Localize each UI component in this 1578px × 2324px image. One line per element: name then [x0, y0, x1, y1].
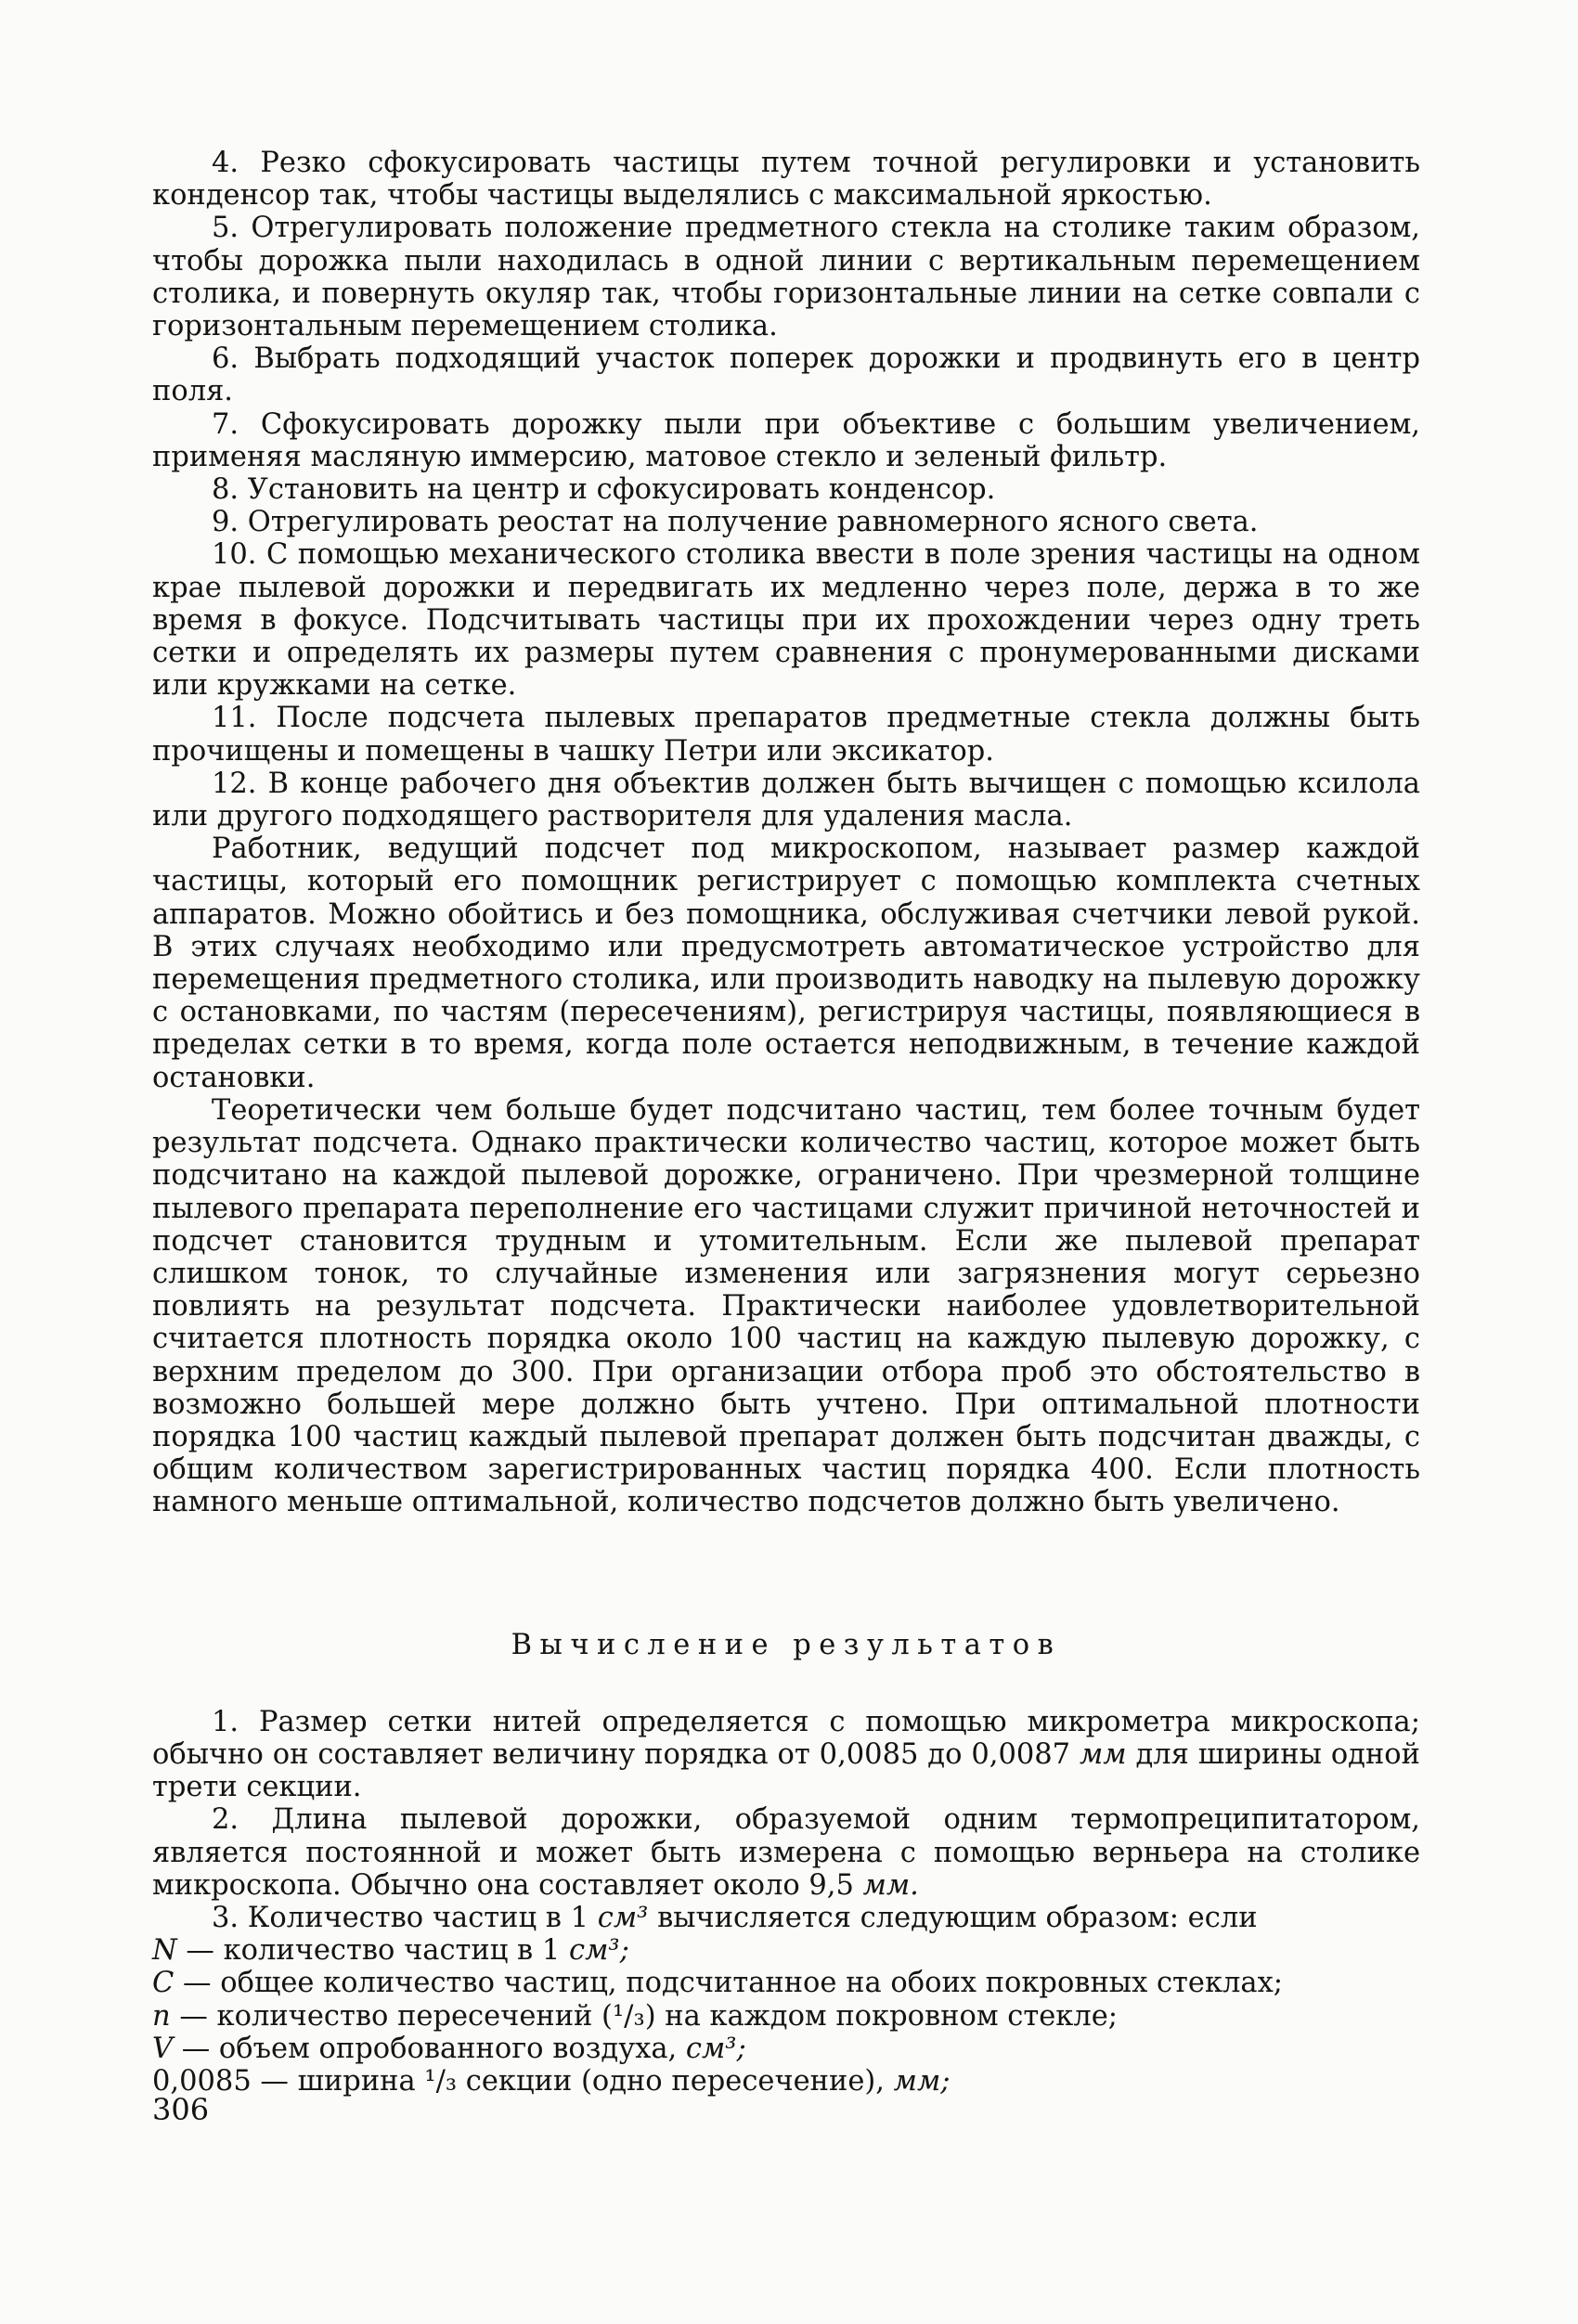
procedure-step-10: 10. С помощью механического столика ввести в поле зрения частицы на одном крае пылевой дорожки и передвигать их медленно через поле, держа в то же время в фокусе. Подсчитывать частицы при их прохождении через одну треть сетки и определять их размеры путем сравнения с пронумерованными дисками или кружками на сетке.: [152, 538, 1420, 703]
results-item-1: 1. Размер сетки нитей определяется с помощью микрометра микроскопа; обычно он составляет величину порядка от 0,0085 до 0,0087 мм для ширины одной трети секции.: [152, 1705, 1420, 1804]
definition-N: N — количество частиц в 1 см³;: [152, 1934, 629, 1968]
section-heading: Вычисление результатов: [511, 1628, 1062, 1661]
procedure-step-12: 12. В конце рабочего дня объектив должен быть вычищен с помощью ксилола или другого подходящего растворителя для удаления масла.: [152, 767, 1420, 833]
definition-C: C — общее количество частиц, подсчитанное на обоих покровных стеклах;: [152, 1967, 1284, 2000]
results-item-2: 2. Длина пылевой дорожки, образуемой одним термопреципитатором, является постоянной и может быть измерена с помощью верньера на столике микроскопа. Обычно она составляет около 9,5 мм.: [152, 1803, 1420, 1902]
definition-width: 0,0085 — ширина ¹/₃ секции (одно пересечение), мм;: [152, 2064, 951, 2098]
paragraph-counting-assistant: Работник, ведущий подсчет под микроскопом, называет размер каждой частицы, который его помощник регистрирует с помощью комплекта счетных аппаратов. Можно обойтись и без помощника, обслуживая счетчики левой рукой. В этих случаях необходимо или предусмотреть автоматическое устройство для перемещения предметного столика, или производить наводку на пылевую дорожку с остановками, по частям (пересечениям), регистрируя частицы, появляющиеся в пределах сетки в то время, когда поле остается неподвижным, в течение каждой остановки.: [152, 833, 1420, 1094]
body-text: [152, 147, 1420, 2098]
procedure-step-11: 11. После подсчета пылевых препаратов предметные стекла должны быть прочищены и помещены в чашку Петри или эксикатор.: [152, 702, 1420, 768]
procedure-step-9: 9. Отрегулировать реостат на получение равномерного ясного света.: [212, 506, 1259, 539]
definition-n: n — количество пересечений (¹/₃) на каждом покровном стекле;: [152, 1999, 1119, 2033]
procedure-step-4: 4. Резко сфокусировать частицы путем точной регулировки и установить конденсор так, чтобы частицы выделялись с максимальной яркостью.: [152, 147, 1420, 213]
definition-V: V — объем опробованного воздуха, см³;: [152, 2032, 746, 2065]
page-number: 306: [152, 2092, 210, 2127]
procedure-step-6: 6. Выбрать подходящий участок поперек дорожки и продвинуть его в центр поля.: [152, 342, 1420, 408]
procedure-step-8: 8. Установить на центр и сфокусировать конденсор.: [212, 473, 996, 507]
results-item-3: 3. Количество частиц в 1 см³ вычисляется следующим образом: если: [212, 1901, 1258, 1934]
paragraph-counting-density: Теоретически чем больше будет подсчитано частиц, тем более точным будет результат подсчета. Однако практически количество частиц, которое может быть подсчитано на каждой пылевой дорожке, ограничено. При чрезмерной толщине пылевого препарата переполнение его частицами служит причиной неточностей и подсчет становится трудным и утомительным. Если же пылевой препарат слишком тонок, то случайные изменения или загрязнения могут серьезно повлиять на результат подсчета. Практически наиболее удовлетворительной считается плотность порядка около 100 частиц на каждую пылевую дорожку, с верхним пределом до 300. При организации отбора проб это обстоятельство в возможно большей мере должно быть учтено. При оптимальной плотности порядка 100 частиц каждый пылевой препарат должен быть подсчитан дважды, с общим количеством зарегистрированных частиц порядка 400. Если плотность намного меньше оптимальной, количество подсчетов должно быть увеличено.: [152, 1093, 1420, 1519]
procedure-step-7: 7. Сфокусировать дорожку пыли при объективе с большим увеличением, применяя масляную иммерсию, матовое стекло и зеленый фильтр.: [152, 407, 1420, 473]
procedure-step-5: 5. Отрегулировать положение предметного стекла на столике таким образом, чтобы дорожка пыли находилась в одной линии с вертикальным перемещением столика, и повернуть окуляр так, чтобы горизонтальные линии на сетке совпали с горизонтальным перемещением столика.: [152, 212, 1420, 343]
variable-definitions: [152, 1934, 1420, 2098]
